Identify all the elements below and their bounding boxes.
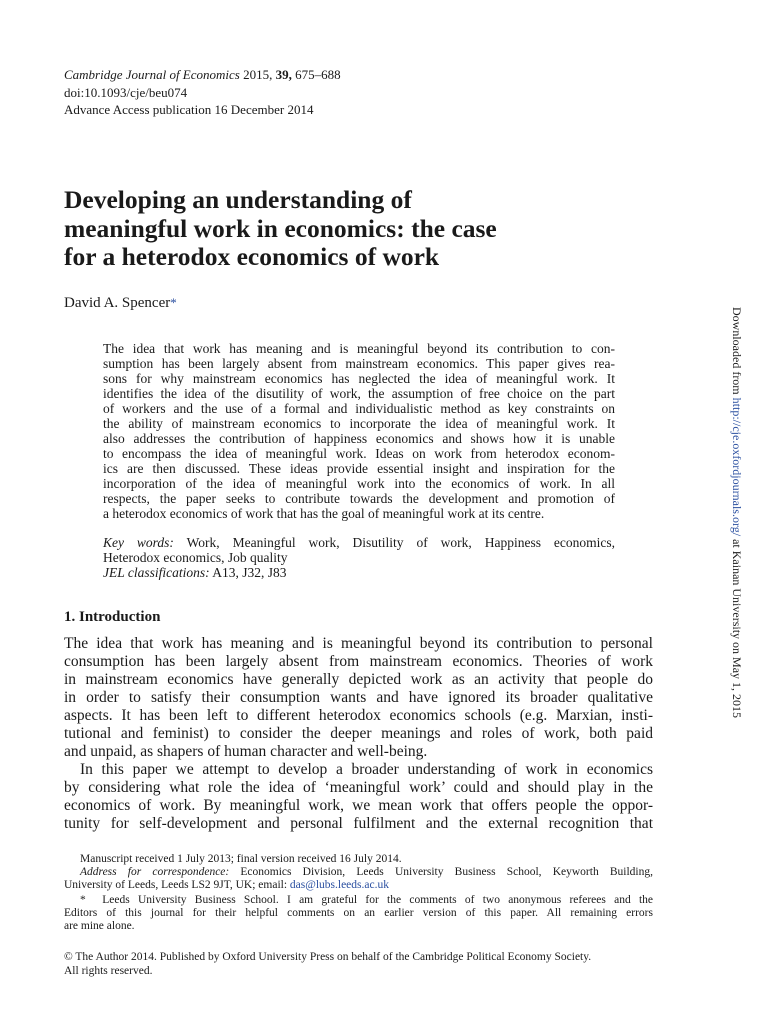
journal-url-link[interactable]: http://cje.oxfordjournals.org/ [730,397,744,537]
abstract-line: also addresses the contribution of happiness economics and shows how it is unable [103,431,615,446]
copyright-line: All rights reserved. [64,965,153,977]
title-line: Developing an understanding of [64,185,412,214]
section-heading: 1. Introduction [64,609,161,625]
jel-codes: A13, J32, J83 [212,565,287,580]
ack-line: Editors of this journal for their helpful comments on an earlier version of this paper. All remaining errors [64,907,653,919]
address-line [64,879,389,891]
download-prefix: Downloaded from [730,307,744,395]
body-line: The idea that work has meaning and is meaningful beyond its contribution to personal [64,635,653,652]
author [64,295,177,312]
abstract-line: ics are then discussed. These ideas provide essential insight and inspiration for the [103,461,615,476]
body-line: economics of work. By meaningful work, we mean work that offers people the oppor- [64,797,653,814]
journal-header [64,66,341,119]
journal-name: Cambridge Journal of Economics [64,67,240,82]
journal-citation [64,66,341,84]
body-line: tunity for self-development and personal fulfilment and the external recognition that [64,815,653,832]
ack-text: Leeds University Business School. I am grateful for the comments of two anonymous referees and the [102,894,654,906]
author-footnote-marker[interactable]: * [170,295,177,310]
abstract-line: a heterodox economics of work that has the goal of meaningful work at its centre. [103,506,545,521]
address-text: Economics Division, Leeds University Business School, Keyworth Building, [240,866,653,878]
address-line [64,866,653,878]
doi: doi:10.1093/cje/beu074 [64,84,188,100]
ack-line: are mine alone. [64,920,135,932]
jel-line [103,565,287,581]
keywords-values: Work, Meaningful work, Disutility of work, Happiness economics, [186,535,615,550]
journal-year: 2015, [243,67,273,82]
body-line: in order to satisfy their consumption wants and have ignored its broader qualitative [64,689,653,706]
article-title [64,186,664,272]
address-text: University of Leeds, Leeds LS2 9JT, UK; email: [64,879,288,891]
body-line: by considering what role the idea of ‘meaningful work’ could and should play in the [64,779,653,796]
abstract-line: sons for why mainstream economics has neglected the idea of meaningful work. It [103,371,615,386]
download-suffix: at Kainan University on May 1, 2015 [730,539,744,719]
abstract-line: of workers and the use of a formal and individualistic method as key constraints on [103,401,615,416]
abstract-line: respects, the paper seeks to contribute towards the development and promotion of [103,491,615,506]
title-line: meaningful work in economics: the case [64,213,497,243]
keywords-line [103,535,615,551]
manuscript-note: Manuscript received 1 July 2013; final version received 16 July 2014. [80,853,402,865]
body-line: In this paper we attempt to develop a broader understanding of work in economics [80,761,653,778]
body-line: and unpaid, as shapers of human character and well-being. [64,743,428,760]
journal-volume: 39, [275,67,292,82]
body-line: aspects. It has been left to different heterodox economics schools (e.g. Marxian, insti- [64,707,653,724]
abstract-line: to encompass the idea of meaningful work. Ideas on work from heterodox econom- [103,446,615,461]
ack-star: * [80,894,86,906]
author-name: David A. Spencer [64,295,171,311]
address-label: Address for correspondence: [80,866,230,878]
abstract-line: The idea that work has meaning and is meaningful beyond its contribution to con- [103,341,615,356]
advance-access: Advance Access publication 16 December 2014 [64,102,314,117]
copyright-line: © The Author 2014. Published by Oxford University Press on behalf of the Cambridge Political Economy Society. [64,951,592,963]
email-link[interactable]: das@lubs.leeds.ac.uk [289,879,389,891]
journal-pages: 675–688 [295,67,341,82]
abstract-line: identifies the idea of the disutility of work, the assumption of free choice on the part [103,386,615,401]
abstract-line: the ability of mainstream economics to incorporate the idea of meaningful work. It [103,416,615,431]
keywords-line: Heterodox economics, Job quality [103,550,288,565]
body-line: tutional and feminist) to consider the deeper meanings and roles of work, both paid [64,725,653,742]
abstract-line: incorporation of the idea of meaningful work into the economics of work. In all [103,476,615,491]
title-line: for a heterodox economics of work [64,242,440,271]
abstract-line: sumption has been largely absent from mainstream economics. This paper gives rea- [103,356,615,371]
keywords-label: Key words: [103,535,174,550]
body-line: in mainstream economics have generally depicted work as an activity that people do [64,671,653,688]
download-note-text [729,307,744,718]
jel-label: JEL classifications: [103,565,210,580]
body-line: consumption has been largely absent from mainstream economics. Theories of work [64,653,653,670]
ack-line [64,894,653,906]
